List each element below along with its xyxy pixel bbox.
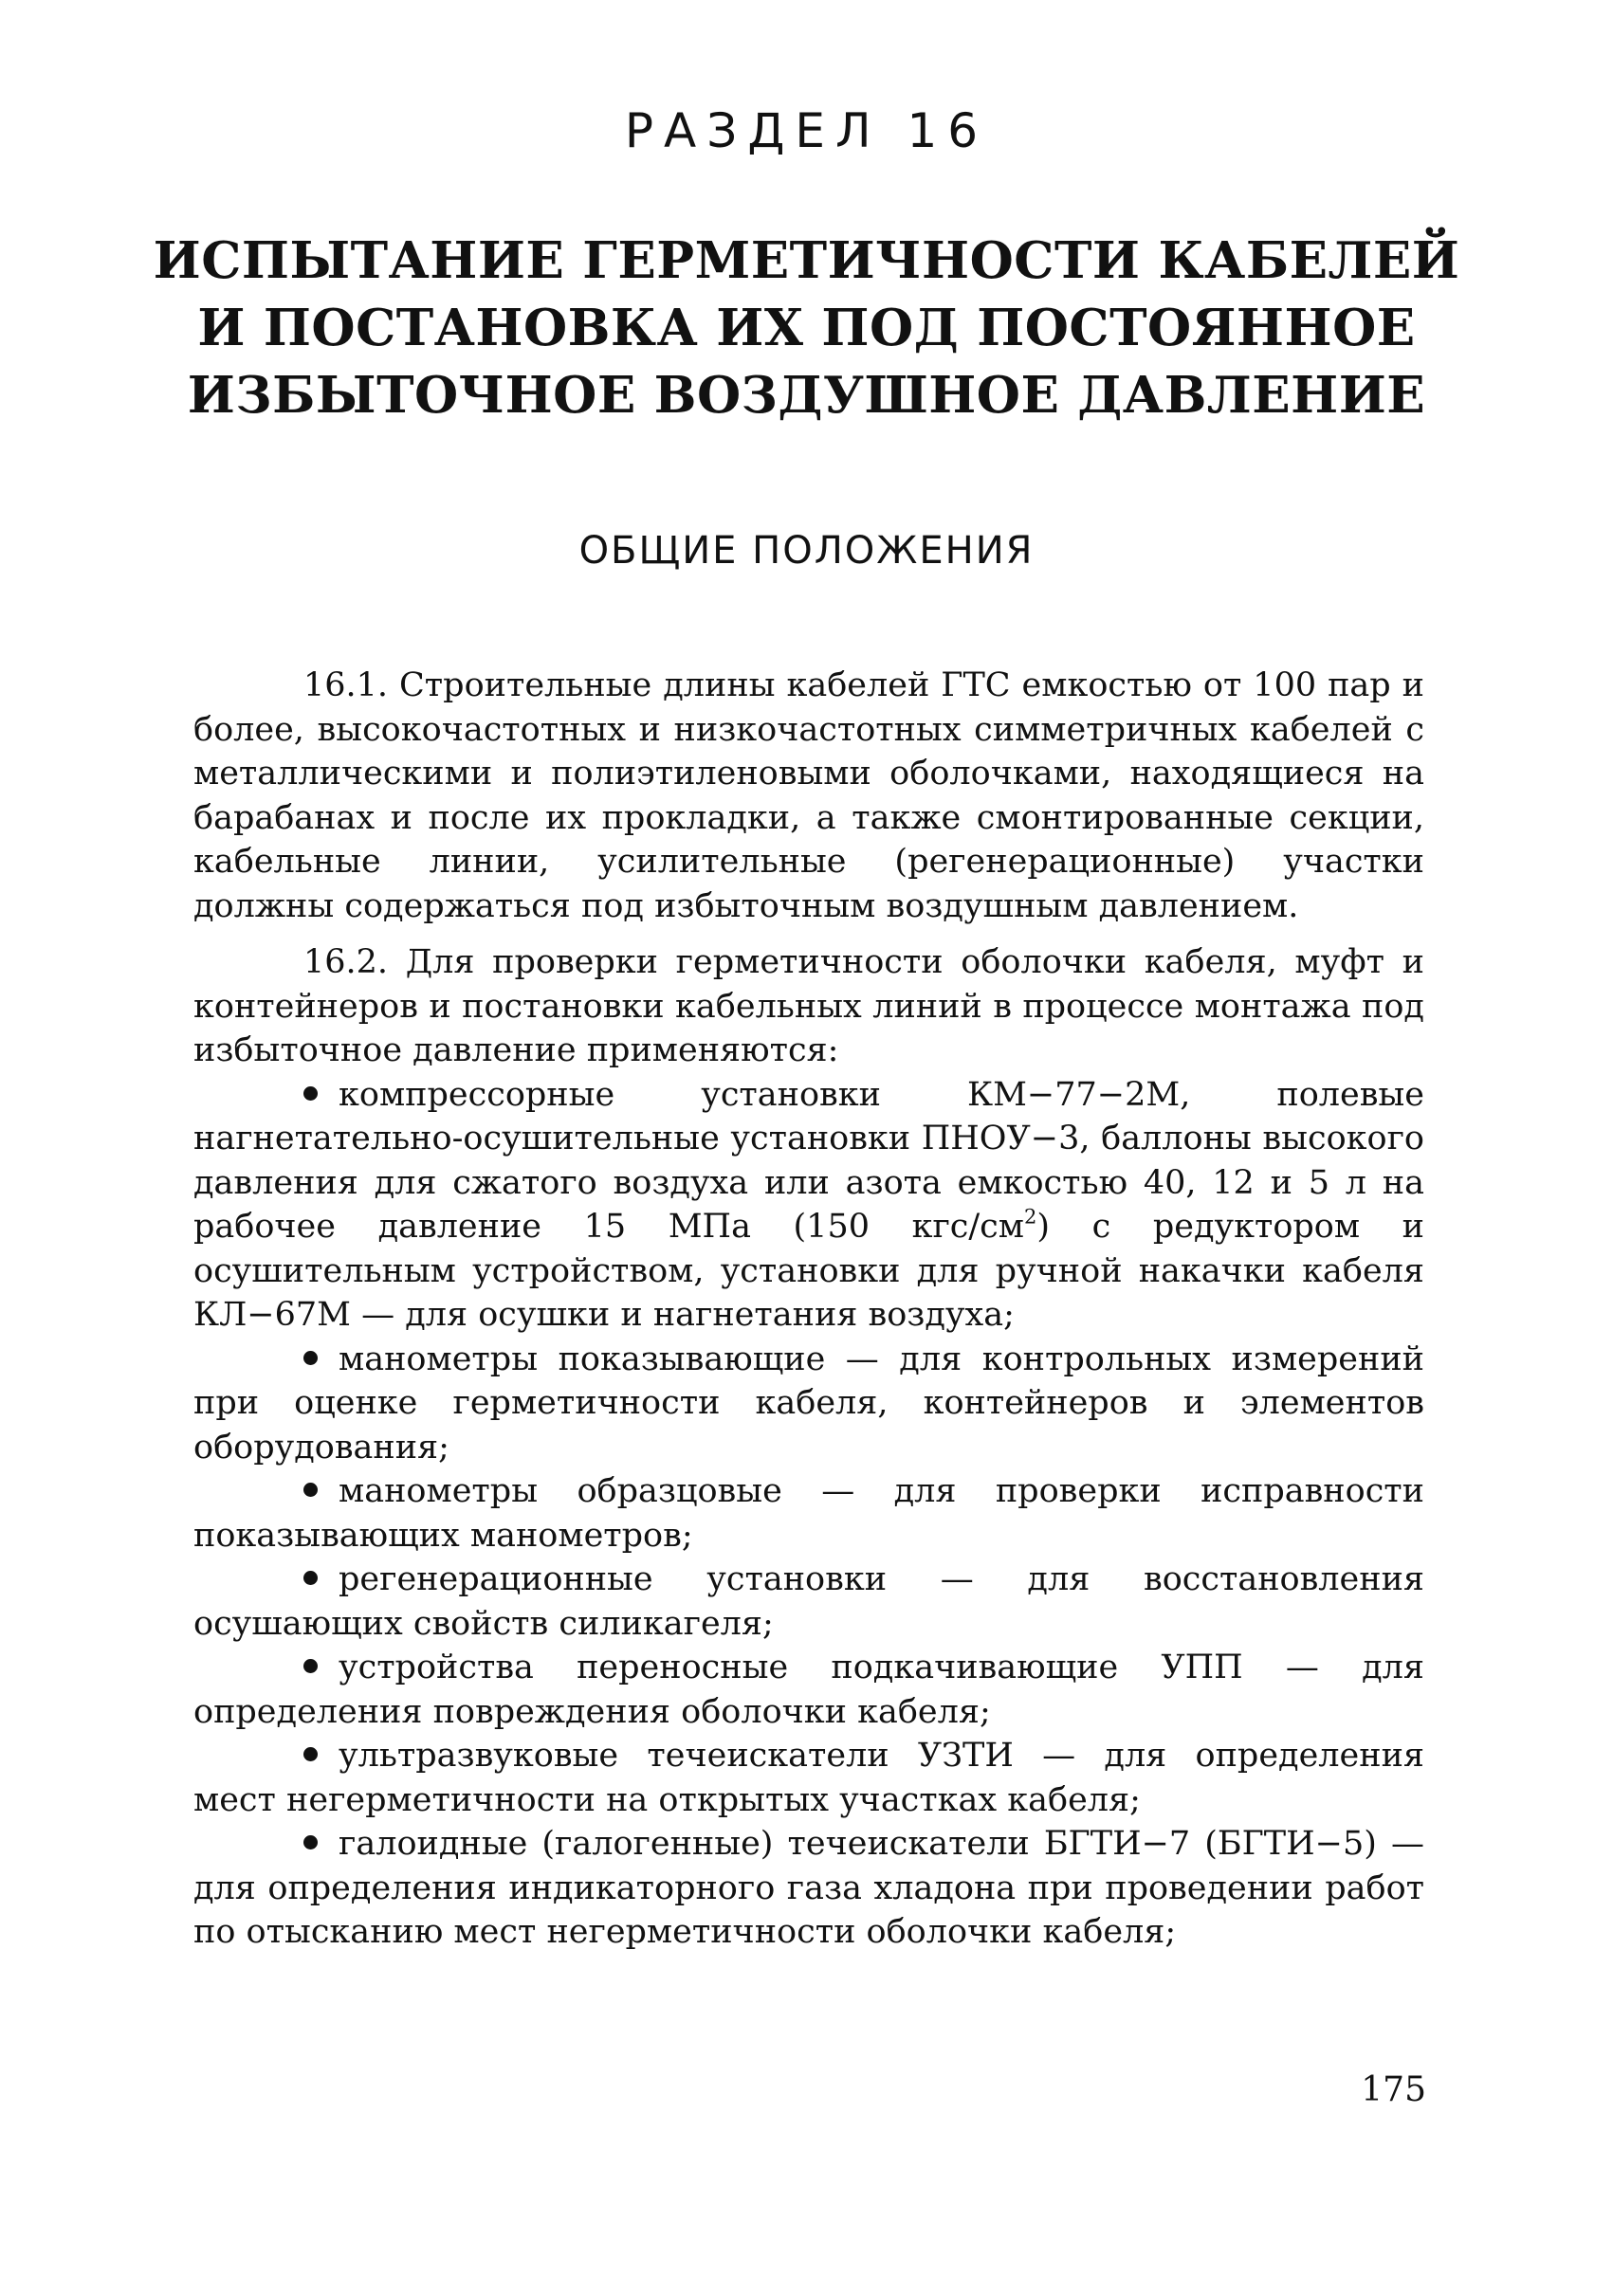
bullet-icon (303, 1835, 318, 1850)
section-title-line: ИЗБЫТОЧНОЕ ВОЗДУШНОЕ ДАВЛЕНИЕ (187, 366, 1426, 425)
equipment-list (193, 1073, 1424, 1955)
section-label: РАЗДЕЛ 16 (624, 103, 989, 158)
bullet-icon (303, 1086, 318, 1101)
section-title (95, 228, 1518, 429)
section-title-line: ИСПЫТАНИЕ ГЕРМЕТИЧНОСТИ КАБЕЛЕЙ (153, 231, 1460, 290)
list-item (193, 1558, 1424, 1646)
list-item-text: ультразвуковые течеискатели УЗТИ — для определения мест негерметичности на открытых участках кабеля; (193, 1737, 1424, 1819)
body-text (193, 664, 1424, 1955)
subsection-heading: ОБЩИЕ ПОЛОЖЕНИЯ (578, 529, 1035, 573)
superscript: 2 (1024, 1205, 1037, 1229)
section-title-line: И ПОСТАНОВКА ИХ ПОД ПОСТОЯННОЕ (197, 299, 1416, 357)
list-item-text: устройства переносные подкачивающие УПП — для определения повреждения оболочки кабеля; (193, 1649, 1424, 1731)
paragraph-16-1: 16.1. Строительные длины кабелей ГТС емкостью от 100 пар и более, высокочастотных и низкочастотных симметричных кабелей с металлическими и полиэтиленовыми оболочками, находящиеся на барабанах и после их прокладки, а также смонтированные секции, кабельные линии, усилительные (регенерационные) участки должны содержаться под избыточным воздушным давлением. (193, 666, 1424, 925)
list-item-text: манометры образцовые — для проверки исправности показывающих манометров; (193, 1472, 1424, 1555)
list-item-text: ) с редуктором и осушительным устройством, установки для ручной накачки кабеля КЛ−67М — для осушки и нагнетания воздуха; (193, 1208, 1425, 1334)
bullet-icon (303, 1351, 318, 1365)
paragraph-16-2: 16.2. Для проверки герметичности оболочки кабеля, муфт и контейнеров и постановки кабельных линий в процессе монтажа под избыточное давление применяются: (193, 943, 1424, 1069)
list-item-text: регенерационные установки — для восстановления осушающих свойств силикагеля; (193, 1560, 1424, 1643)
list-item (193, 1338, 1424, 1470)
bullet-icon (303, 1571, 318, 1585)
bullet-icon (303, 1483, 318, 1497)
list-item (193, 1734, 1424, 1822)
list-item-text: галоидные (галогенные) течеискатели БГТИ−7 (БГТИ−5) — для определения индикаторного газа хладона при проведении работ по отысканию мест негерметичности оболочки кабеля; (193, 1825, 1424, 1951)
list-item (193, 1073, 1424, 1338)
bullet-icon (303, 1747, 318, 1761)
list-item (193, 1822, 1424, 1955)
list-item (193, 1469, 1424, 1558)
page-number: 175 (1361, 2070, 1426, 2109)
list-item-text: компрессорные установки КМ−77−2М, полевые нагнетательно-осушительные установки ПНОУ−3, баллоны высокого давления для сжатого воздуха или азота емкостью 40, 12 и 5 л на рабочее давление 15 МПа (150 кгс/см (193, 1075, 1424, 1246)
list-item (193, 1646, 1424, 1734)
bullet-icon (303, 1659, 318, 1673)
list-item-text: манометры показывающие — для контрольных измерений при оценке герметичности кабеля, контейнеров и элементов оборудования; (193, 1339, 1424, 1467)
